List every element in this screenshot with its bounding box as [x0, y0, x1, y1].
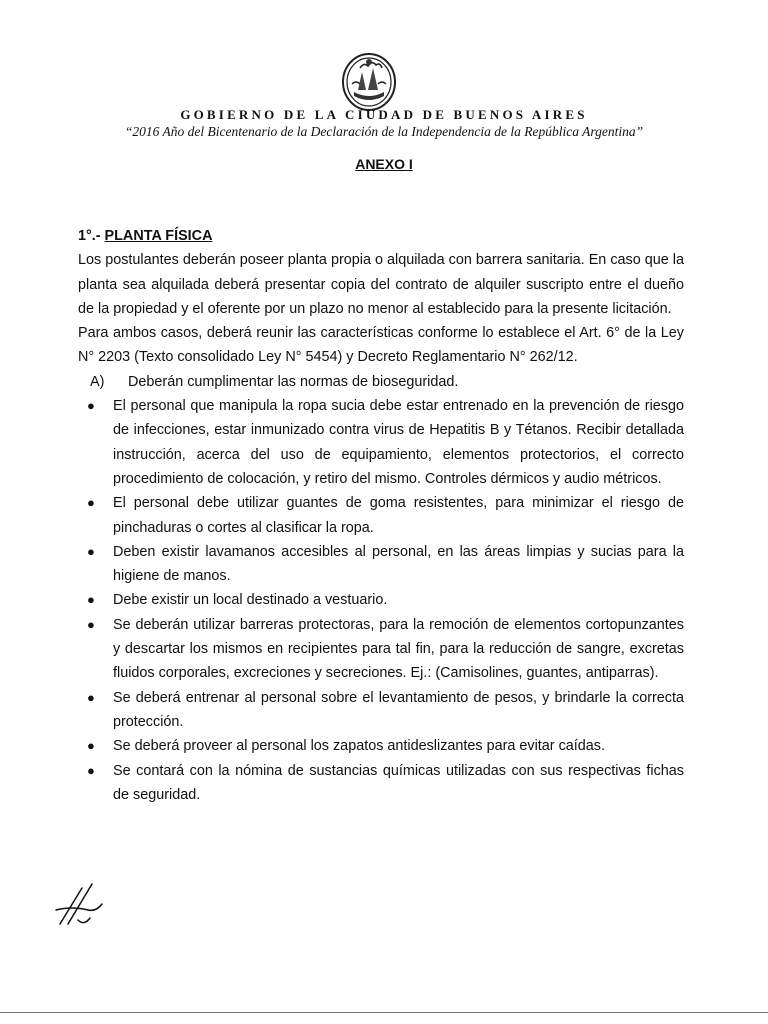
bullet-list	[78, 394, 684, 807]
bullet-text: El personal que manipula la ropa sucia debe estar entrenado en la prevención de riesgo de infecciones, estar inmunizado contra virus de Hepatitis B y Tétanos. Recibir detallada instrucción, acerca del uso de equipamiento, elementos protectorios, el correcto procedimiento de colocación, y retiro del mismo. Controles dérmicos y audio métricos.	[113, 398, 684, 487]
list-item	[78, 588, 684, 612]
bullet-icon: ●	[87, 592, 95, 608]
paragraph-1: Los postulantes deberán poseer planta propia o alquilada con barrera sanitaria. En caso que la planta sea alquilada deberá presentar copia del contrato de alquiler suscripto entre el dueño de la propiedad y el oferente por un plazo no menor al establecido para la presente licitación.	[78, 252, 684, 317]
list-item	[78, 540, 684, 589]
bullet-text: Se contará con la nómina de sustancias químicas utilizadas con sus respectivas fichas de seguridad.	[113, 762, 684, 803]
government-header: GOBIERNO DE LA CIUDAD DE BUENOS AIRES	[180, 107, 588, 122]
item-a-text: Deberán cumplimentar las normas de bioseguridad.	[128, 373, 459, 390]
section-number: 1°.-	[78, 228, 105, 244]
bullet-text: Deben existir lavamanos accesibles al personal, en las áreas limpias y sucias para la higiene de manos.	[113, 543, 684, 585]
paragraph-2: Para ambos casos, deberá reunir las características conforme lo establece el Art. 6° de la Ley N° 2203 (Texto consolidado Ley N° 5454) y Decreto Reglamentario N° 262/12.	[78, 325, 684, 366]
item-a	[90, 370, 684, 394]
bullet-icon: ●	[87, 689, 95, 705]
bullet-text: Se deberán utilizar barreras protectoras, para la remoción de elementos cortopunzantes y descartar los mismos en recipientes para tal fin, para la reducción de sangre, excretas fluidos corporales, excreciones y secreciones. Ej.: (Camisolines, guantes, antiparras).	[113, 616, 684, 682]
coat-of-arms-icon	[340, 50, 398, 112]
page-bottom-rule	[0, 1012, 768, 1013]
header-motto: “2016 Año del Bicentenario de la Declaración de la Independencia de la República Argentina”	[124, 124, 644, 139]
item-a-marker: A)	[90, 373, 105, 390]
bullet-text: Se deberá proveer al personal los zapatos antideslizantes para evitar caídas.	[113, 738, 605, 755]
document-body	[78, 224, 684, 807]
section-heading	[78, 224, 684, 248]
list-item	[78, 759, 684, 808]
section-title: PLANTA FÍSICA	[104, 228, 213, 244]
bullet-icon: ●	[87, 398, 95, 414]
list-item	[78, 686, 684, 735]
list-item	[78, 734, 684, 758]
bullet-icon: ●	[87, 738, 95, 754]
list-item	[78, 394, 684, 491]
bullet-icon: ●	[87, 495, 95, 511]
bullet-text: Debe existir un local destinado a vestuario.	[113, 592, 388, 609]
bullet-icon: ●	[87, 543, 95, 559]
list-item	[78, 613, 684, 686]
signature-mark	[52, 880, 112, 930]
list-item	[78, 491, 684, 540]
annex-title: ANEXO I	[355, 156, 413, 172]
bullet-icon: ●	[87, 616, 95, 632]
bullet-text: El personal debe utilizar guantes de goma resistentes, para minimizar el riesgo de pinchaduras o cortes al clasificar la ropa.	[113, 495, 684, 536]
bullet-text: Se deberá entrenar al personal sobre el levantamiento de pesos, y brindarle la correcta protección.	[113, 689, 684, 730]
bullet-icon: ●	[87, 762, 95, 778]
